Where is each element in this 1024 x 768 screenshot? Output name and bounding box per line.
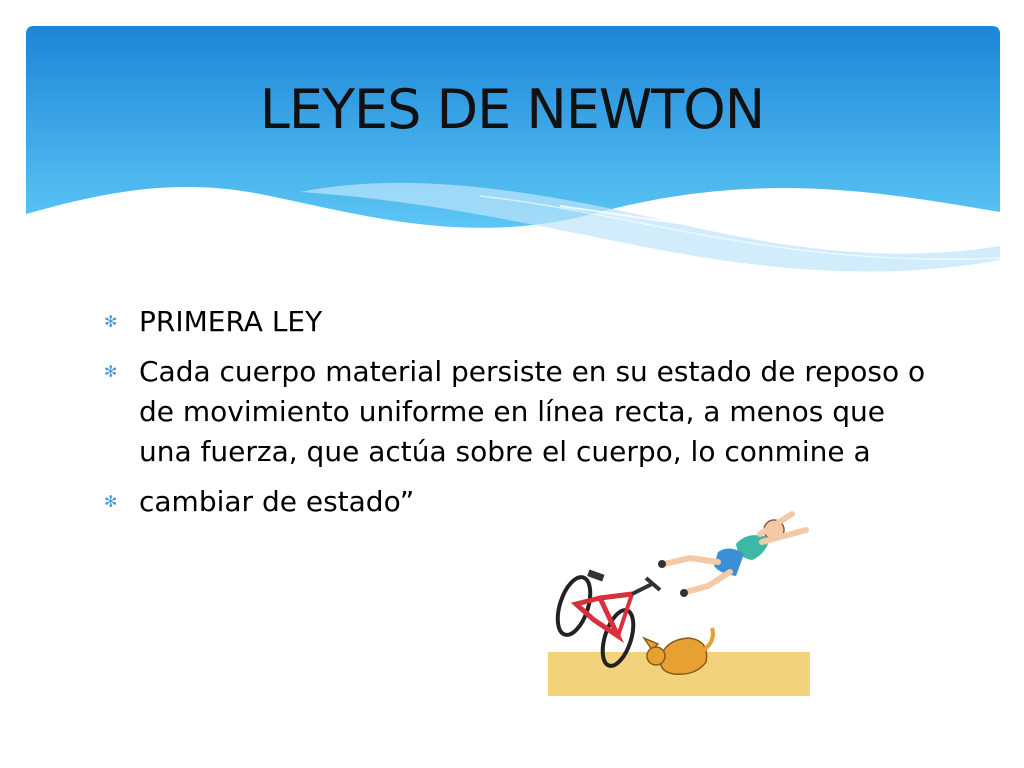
bicycle-crash-illustration: [548, 500, 810, 696]
bullet-text: Cada cuerpo material persiste en su estado de reposo o de movimiento uniforme en línea recta, a menos que una fuerza, que actúa sobre el cuerpo, lo conmine a: [139, 355, 926, 468]
list-item: [104, 482, 944, 522]
bullet-text: cambiar de estado”: [139, 485, 415, 518]
asterisk-bullet-icon: ✻: [104, 362, 118, 381]
page-title: LEYES DE NEWTON: [259, 78, 765, 141]
asterisk-bullet-icon: ✻: [104, 312, 118, 331]
asterisk-bullet-icon: ✻: [104, 492, 118, 511]
list-item: [104, 352, 944, 472]
bullet-list: [104, 302, 944, 532]
bullet-text: PRIMERA LEY: [139, 305, 323, 338]
list-item: [104, 302, 944, 342]
header-wave-banner: [0, 0, 1024, 300]
